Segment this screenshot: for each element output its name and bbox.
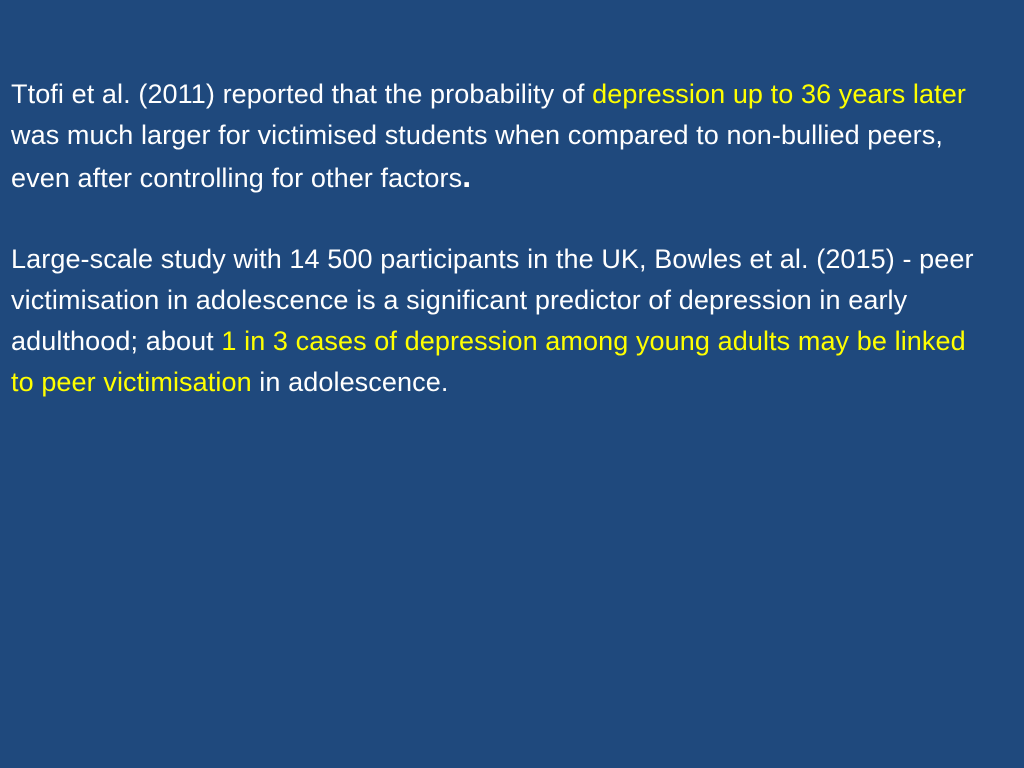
paragraph-2-text-2: in adolescence. (251, 367, 449, 397)
paragraph-1-text-2: was much larger for victimised students when compared to non-bullied peers, even after controlling for other factors (11, 120, 943, 193)
paragraph-ttofi-study (11, 74, 994, 199)
paragraph-1-text-1: Ttofi et al. (2011) reported that the probability of (11, 79, 593, 109)
paragraph-bowles-study (11, 239, 994, 403)
highlight-depression-36-years: depression up to 36 years later (592, 79, 966, 109)
paragraph-2-text-1: Large-scale study with 14 500 participants in the UK, Bowles et al. (2015) - peer victimisation in adolescence is a significant predictor of depression in early adulthood; about (11, 244, 974, 356)
paragraph-1-period: . (462, 158, 472, 194)
highlight-one-in-three-cases: 1 in 3 cases of depression among young adults may be linked to peer victimisation (11, 326, 966, 397)
